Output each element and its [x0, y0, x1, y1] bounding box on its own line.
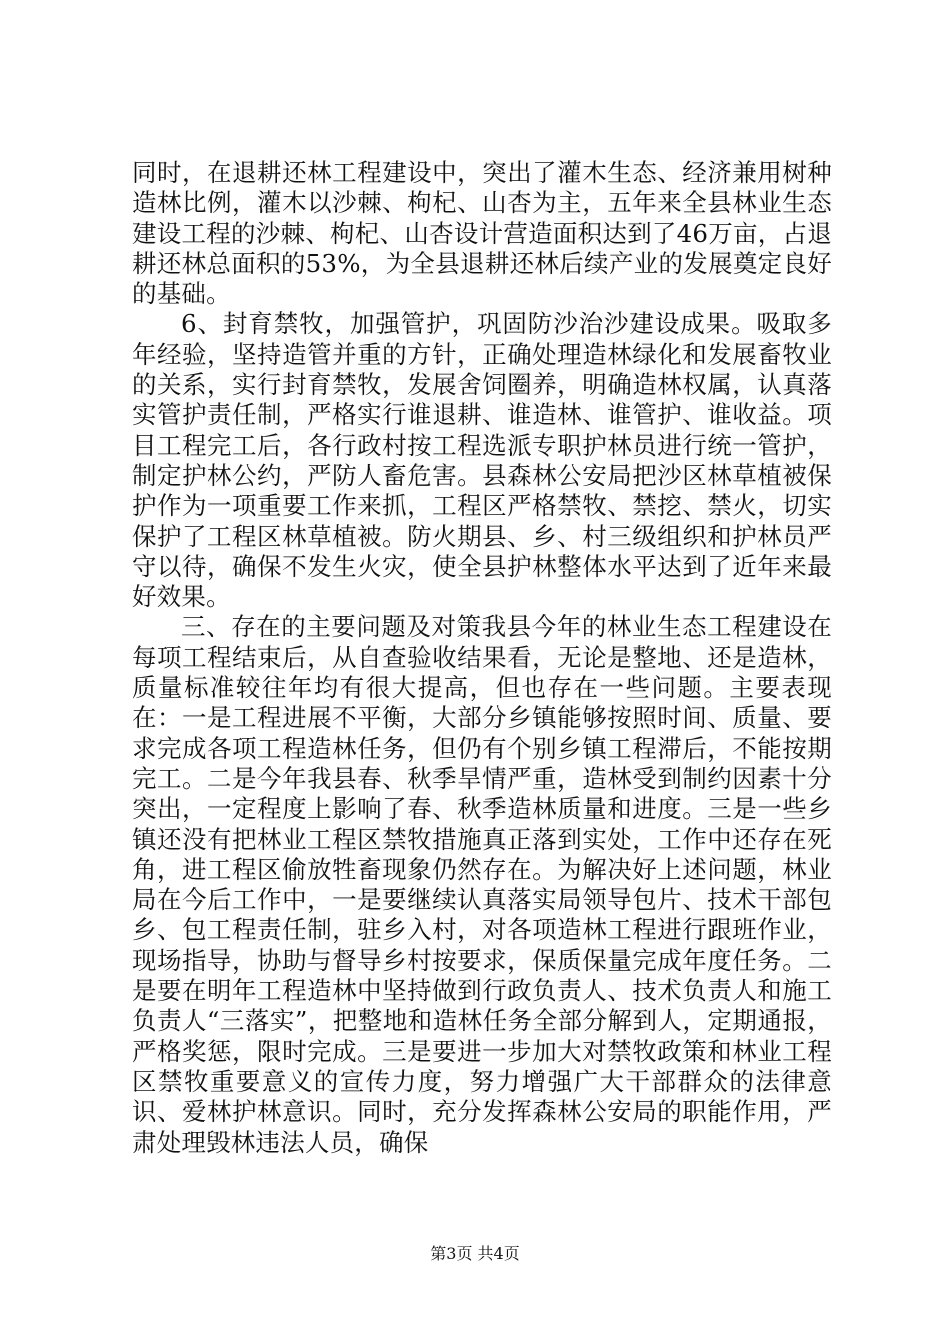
page-number: 第3页 共4页: [430, 1244, 520, 1263]
paragraph-3: 三、存在的主要问题及对策我县今年的林业生态工程建设在每项工程结束后，从自查验收结果看，无论是整地、还是造林，质量标准较往年均有很大提高，但也存在一些问题。主要表现在：一是工程进展不平衡，大部分乡镇能够按照时间、质量、要求完成各项工程造林任务，但仍有个别乡镇工程滞后，不能按期完工。二是今年我县春、秋季旱情严重，造林受到制约因素十分突出，一定程度上影响了春、秋季造林质量和进度。三是一些乡镇还没有把林业工程区禁牧措施真正落到实处，工作中还存在死角，进工程区偷放牲畜现象仍然存在。为解决好上述问题，林业局在今后工作中，一是要继续认真落实局领导包片、技术干部包乡、包工程责任制，驻乡入村，对各项造林工程进行跟班作业，现场指导，协助与督导乡村按要求，保质保量完成年度任务。二是要在明年工程造林中坚持做到行政负责人、技术负责人和施工负责人“三落实”，把整地和造林任务全部分解到人，定期通报，严格奖惩，限时完成。三是要进一步加大对禁牧政策和林业工程区禁牧重要意义的宣传力度，努力增强广大干部群众的法律意识、爱林护林意识。同时，充分发挥森林公安局的职能作用，严肃处理毁林违法人员，确保: [132, 612, 832, 1157]
paragraph-2: 6、封育禁牧，加强管护，巩固防沙治沙建设成果。吸取多年经验，坚持造管并重的方针，正确处理造林绿化和发展畜牧业的关系，实行封育禁牧，发展舍饲圈养，明确造林权属，认真落实管护责任制，严格实行谁退耕、谁造林、谁管护、谁收益。项目工程完工后，各行政村按工程选派专职护林员进行统一管护，制定护林公约，严防人畜危害。县森林公安局把沙区林草植被保护作为一项重要工作来抓，工程区严格禁牧、禁挖、禁火，切实保护了工程区林草植被。防火期县、乡、村三级组织和护林员严守以待，确保不发生火灾，使全县护林整体水平达到了近年来最好效果。: [132, 309, 832, 612]
paragraph-1: 同时，在退耕还林工程建设中，突出了灌木生态、经济兼用树种造林比例，灌木以沙棘、枸杞、山杏为主，五年来全县林业生态建设工程的沙棘、枸杞、山杏设计营造面积达到了46万亩，占退耕还林总面积的53%，为全县退耕还林后续产业的发展奠定良好的基础。: [132, 158, 832, 309]
document-body: [132, 158, 832, 1158]
